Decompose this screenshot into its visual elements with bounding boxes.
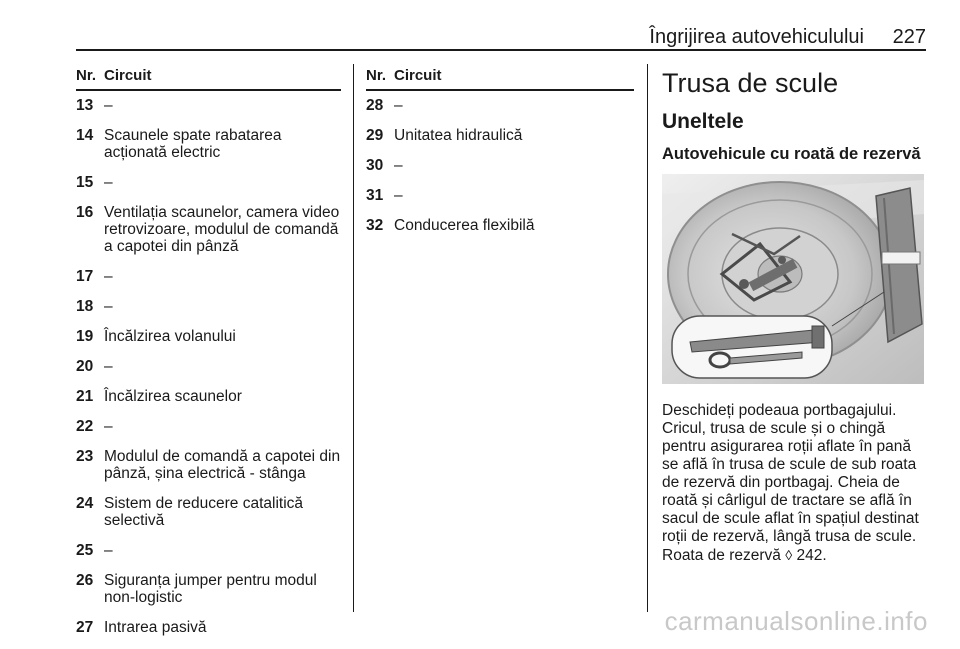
- page-reference[interactable]: 242.: [796, 547, 827, 564]
- header-title: Îngrijirea autovehiculului: [649, 26, 864, 48]
- fuse-number: 20: [76, 358, 94, 375]
- table-row: [76, 127, 341, 161]
- circuit-description: Unitatea hidraulică: [394, 127, 523, 144]
- circuit-description: Modulul de comandă a capotei din pânză, șina electrică - stânga: [104, 448, 341, 482]
- subsection-title: Uneltele: [662, 110, 744, 133]
- spare-wheel-tool-kit-illustration: [662, 174, 924, 384]
- page-number: 227: [892, 26, 926, 48]
- table-row: [76, 328, 341, 345]
- fuse-table-1: [76, 64, 341, 649]
- circuit-description: Încălzirea scaunelor: [104, 388, 242, 405]
- table-rows: [76, 97, 341, 636]
- column-divider: [647, 64, 648, 612]
- table-header-rule: [366, 89, 634, 91]
- fuse-number: 19: [76, 328, 94, 345]
- fuse-number: 21: [76, 388, 94, 405]
- circuit-description: –: [104, 542, 113, 559]
- fuse-number: 15: [76, 174, 94, 191]
- circuit-description: –: [104, 174, 113, 191]
- fuse-table-2: [366, 64, 634, 247]
- circuit-description: Intrarea pasivă: [104, 619, 207, 636]
- circuit-description: –: [394, 97, 403, 114]
- subsubsection-title: Autovehicule cu roată de rezervă: [662, 145, 921, 163]
- table-row: [76, 619, 341, 636]
- header-rule: [76, 49, 926, 51]
- fuse-number: 28: [366, 97, 384, 114]
- circuit-description: –: [104, 97, 113, 114]
- column-header-circuit: Circuit: [394, 67, 442, 84]
- fuse-number: 25: [76, 542, 94, 559]
- table-header: [366, 64, 634, 88]
- section-title: Trusa de scule: [662, 68, 839, 98]
- table-header: [76, 64, 341, 88]
- circuit-description: –: [394, 157, 403, 174]
- fuse-number: 31: [366, 187, 384, 204]
- fuse-number: 22: [76, 418, 94, 435]
- table-row: [76, 542, 341, 559]
- table-row: [76, 448, 341, 482]
- table-row: [76, 572, 341, 606]
- table-row: [76, 97, 341, 114]
- tool-kit-section: [662, 64, 928, 581]
- table-rows: [366, 97, 634, 234]
- body-paragraph: Deschideți podeaua portbagajului. Cricul, trusa de scule și o chingă pentru asigurarea roții aflate în pană se află în trusa de scule de sub roata de rezervă din portbagaj. Cheia de roată și cârligul de tractare se află în sacul de scule aflat în spațiul destinat roții de rezervă, lângă trusa de scule. Roata de rezervă: [662, 402, 919, 564]
- circuit-description: –: [104, 358, 113, 375]
- circuit-description: Conducerea flexibilă: [394, 217, 535, 234]
- column-header-nr: Nr.: [76, 67, 97, 84]
- circuit-description: Scaunele spate rabatarea acționată electric: [104, 127, 282, 161]
- circuit-description: Încălzirea volanului: [104, 328, 236, 345]
- circuit-description: Sistem de reducere catalitică selectivă: [104, 495, 304, 529]
- page-header: [76, 26, 926, 50]
- table-row: [366, 127, 634, 144]
- table-row: [76, 268, 341, 285]
- table-row: [366, 97, 634, 114]
- table-row: [76, 418, 341, 435]
- table-row: [76, 388, 341, 405]
- table-row: [366, 157, 634, 174]
- table-row: [366, 217, 634, 234]
- table-row: [76, 174, 341, 191]
- fuse-number: 24: [76, 495, 94, 512]
- watermark: carmanualsonline.info: [664, 606, 928, 636]
- page-reference-arrow-icon: ◊: [785, 547, 793, 563]
- circuit-description: Siguranța jumper pentru modul non-logistic: [104, 572, 317, 606]
- fuse-number: 27: [76, 619, 94, 636]
- column-divider: [353, 64, 354, 612]
- fuse-number: 13: [76, 97, 94, 114]
- fuse-number: 16: [76, 204, 94, 221]
- circuit-description: –: [394, 187, 403, 204]
- body-text: [662, 402, 928, 565]
- circuit-description: –: [104, 268, 113, 285]
- table-header-rule: [76, 89, 341, 91]
- table-row: [76, 298, 341, 315]
- column-header-circuit: Circuit: [104, 67, 152, 84]
- table-row: [76, 204, 341, 255]
- fuse-number: 32: [366, 217, 384, 234]
- circuit-description: Ventilația scaunelor, camera video retrovizoare, modulul de comandă a capotei din pânză: [104, 204, 340, 255]
- fuse-number: 26: [76, 572, 94, 589]
- table-row: [76, 358, 341, 375]
- fuse-number: 14: [76, 127, 94, 144]
- fuse-number: 30: [366, 157, 384, 174]
- column-header-nr: Nr.: [366, 67, 387, 84]
- fuse-number: 18: [76, 298, 94, 315]
- table-row: [366, 187, 634, 204]
- fuse-number: 29: [366, 127, 384, 144]
- circuit-description: –: [104, 298, 113, 315]
- table-row: [76, 495, 341, 529]
- fuse-number: 17: [76, 268, 94, 285]
- fuse-number: 23: [76, 448, 94, 465]
- circuit-description: –: [104, 418, 113, 435]
